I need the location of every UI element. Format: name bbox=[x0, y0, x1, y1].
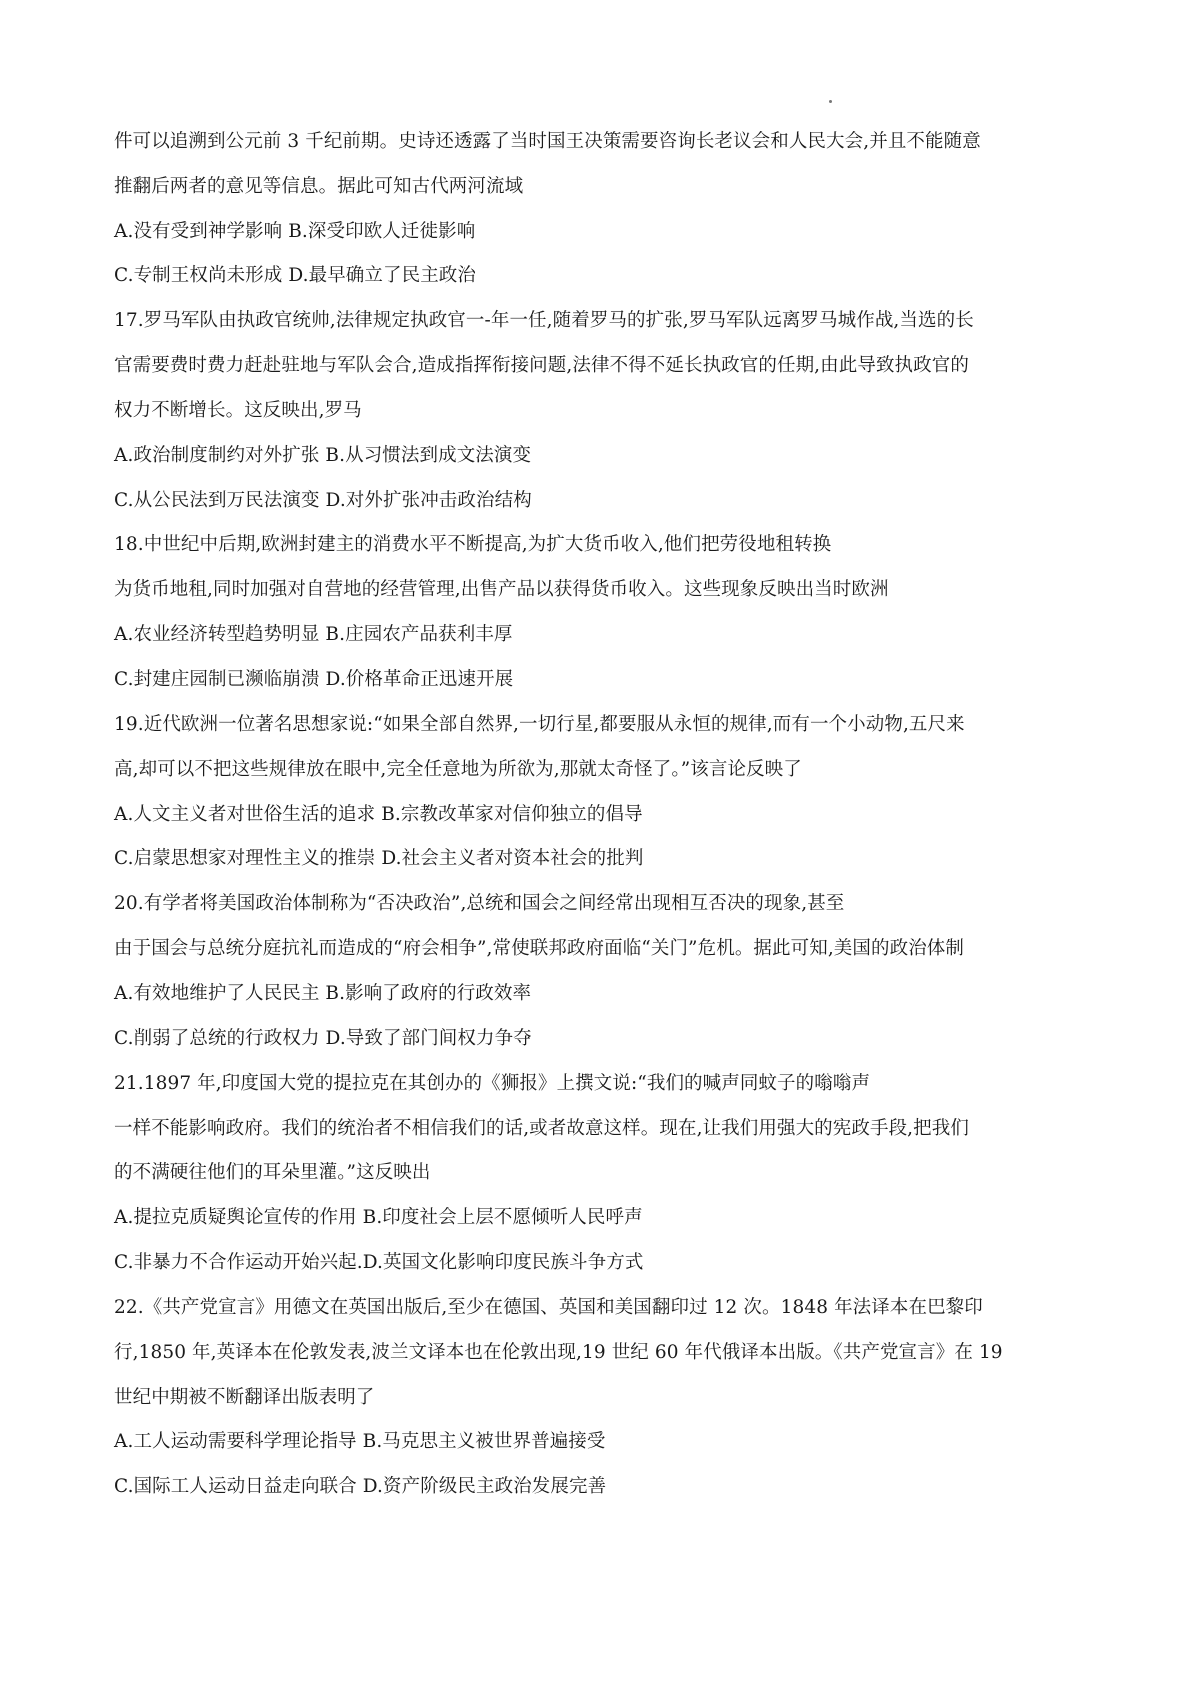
option-line: A.提拉克质疑舆论宣传的作用 B.印度社会上层不愿倾听人民呼声 bbox=[114, 1207, 643, 1228]
option-line: C.非暴力不合作运动开始兴起.D.英国文化影响印度民族斗争方式 bbox=[114, 1252, 644, 1273]
option-line: C.国际工人运动日益走向联合 D.资产阶级民主政治发展完善 bbox=[114, 1476, 607, 1497]
question-17-line: 17.罗马军队由执政官统帅,法律规定执政官一-年一任,随着罗马的扩张,罗马军队远离罗马城作战,当选的长 bbox=[114, 310, 974, 331]
question-20-line: 20.有学者将美国政治体制称为“否决政治”,总统和国会之间经常出现相互否决的现象,甚至 bbox=[114, 893, 845, 914]
option-line: A.人文主义者对世俗生活的追求 B.宗教改革家对信仰独立的倡导 bbox=[114, 804, 643, 825]
text-line: 行,1850 年,英译本在伦敦发表,波兰文译本也在伦敦出现,19 世纪 60 年代俄译本出版。《共产党宣言》在 19 bbox=[114, 1342, 1003, 1363]
text-line: 一样不能影响政府。我们的统治者不相信我们的话,或者故意这样。现在,让我们用强大的宪政手段,把我们 bbox=[114, 1118, 969, 1139]
text-line: 的不满硬往他们的耳朵里灌。”这反映出 bbox=[114, 1162, 431, 1183]
option-line: A.政治制度制约对外扩张 B.从习惯法到成文法演变 bbox=[114, 445, 532, 466]
question-21-line: 21.1897 年,印度国大党的提拉克在其创办的《狮报》上撰文说:“我们的喊声同蚊子的嗡嗡声 bbox=[114, 1073, 871, 1094]
text-line: 件可以追溯到公元前 3 千纪前期。史诗还透露了当时国王决策需要咨询长老议会和人民大会,并且不能随意 bbox=[114, 131, 981, 152]
question-19-line: 19.近代欧洲一位著名思想家说:“如果全部自然界,一切行星,都要服从永恒的规律,而有一个小动物,五尺来 bbox=[114, 714, 965, 735]
option-line: C.专制王权尚未形成 D.最早确立了民主政治 bbox=[114, 265, 477, 286]
option-line: C.封建庄园制已濒临崩溃 D.价格革命正迅速开展 bbox=[114, 669, 514, 690]
text-line: 世纪中期被不断翻译出版表明了 bbox=[114, 1387, 375, 1408]
text-line: 由于国会与总统分庭抗礼而造成的“府会相争”,常使联邦政府面临“关门”危机。据此可知,美国的政治体制 bbox=[114, 938, 964, 959]
option-line: C.启蒙思想家对理性主义的推崇 D.社会主义者对资本社会的批判 bbox=[114, 848, 644, 869]
text-line: 为货币地租,同时加强对自营地的经营管理,出售产品以获得货币收入。这些现象反映出当时欧洲 bbox=[114, 579, 889, 600]
option-line: C.削弱了总统的行政权力 D.导致了部门间权力争夺 bbox=[114, 1028, 532, 1049]
scan-dot bbox=[829, 100, 832, 103]
option-line: A.工人运动需要科学理论指导 B.马克思主义被世界普遍接受 bbox=[114, 1431, 606, 1452]
question-22-line: 22.《共产党宣言》用德文在英国出版后,至少在德国、英国和美国翻印过 12 次。1848 年法译本在巴黎印 bbox=[114, 1297, 983, 1318]
option-line: A.农业经济转型趋势明显 B.庄园农产品获利丰厚 bbox=[114, 624, 513, 645]
option-line: C.从公民法到万民法演变 D.对外扩张冲击政治结构 bbox=[114, 490, 532, 511]
text-line: 高,却可以不把这些规律放在眼中,完全任意地为所欲为,那就太奇怪了。”该言论反映了 bbox=[114, 759, 802, 780]
text-line: 推翻后两者的意见等信息。据此可知古代两河流域 bbox=[114, 176, 524, 197]
option-line: A.没有受到神学影响 B.深受印欧人迁徙影响 bbox=[114, 221, 476, 242]
text-line: 权力不断增长。这反映出,罗马 bbox=[114, 400, 362, 421]
question-18-line: 18.中世纪中后期,欧洲封建主的消费水平不断提高,为扩大货币收入,他们把劳役地租转换 bbox=[114, 534, 832, 555]
text-line: 官需要费时费力赶赴驻地与军队会合,造成指挥衔接问题,法律不得不延长执政官的任期,由此导致执政官的 bbox=[114, 355, 969, 376]
option-line: A.有效地维护了人民民主 B.影响了政府的行政效率 bbox=[114, 983, 532, 1004]
